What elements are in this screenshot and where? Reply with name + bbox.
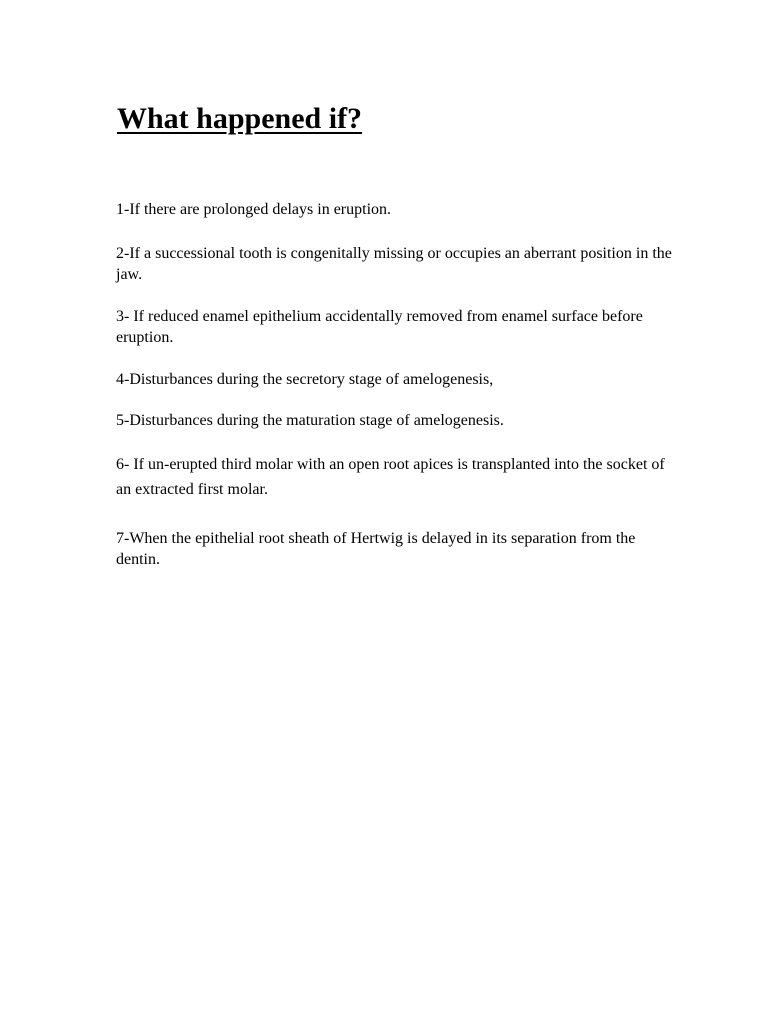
item-number: 4- [116, 371, 130, 388]
item-text: Disturbances during the maturation stage of amelogenesis. [129, 412, 504, 429]
page-title: What happened if? [117, 102, 363, 135]
item-number: 5- [116, 412, 130, 429]
list-item [116, 528, 676, 570]
item-text: If reduced enamel epithelium accidentally removed from enamel surface before eruption. [116, 308, 643, 346]
list-item [116, 410, 676, 431]
item-text: If un-erupted third molar with an open root apices is transplanted into the socket of an extracted first molar. [116, 456, 665, 498]
list-item [116, 369, 676, 390]
item-text: If a successional tooth is congenitally missing or occupies an aberrant position in the jaw. [116, 245, 672, 283]
list-item [116, 452, 676, 502]
list-item [116, 243, 676, 285]
item-number: 6- [116, 456, 134, 473]
item-number: 3- [116, 308, 134, 325]
item-text: When the epithelial root sheath of Hertwig is delayed in its separation from the dentin. [116, 530, 636, 568]
item-text: Disturbances during the secretory stage of amelogenesis, [129, 371, 494, 388]
item-number: 1- [116, 201, 130, 218]
item-number: 7- [116, 530, 130, 547]
list-item [116, 306, 676, 348]
list-item [116, 199, 676, 220]
item-text: If there are prolonged delays in eruption. [129, 201, 392, 218]
item-number: 2- [116, 245, 130, 262]
